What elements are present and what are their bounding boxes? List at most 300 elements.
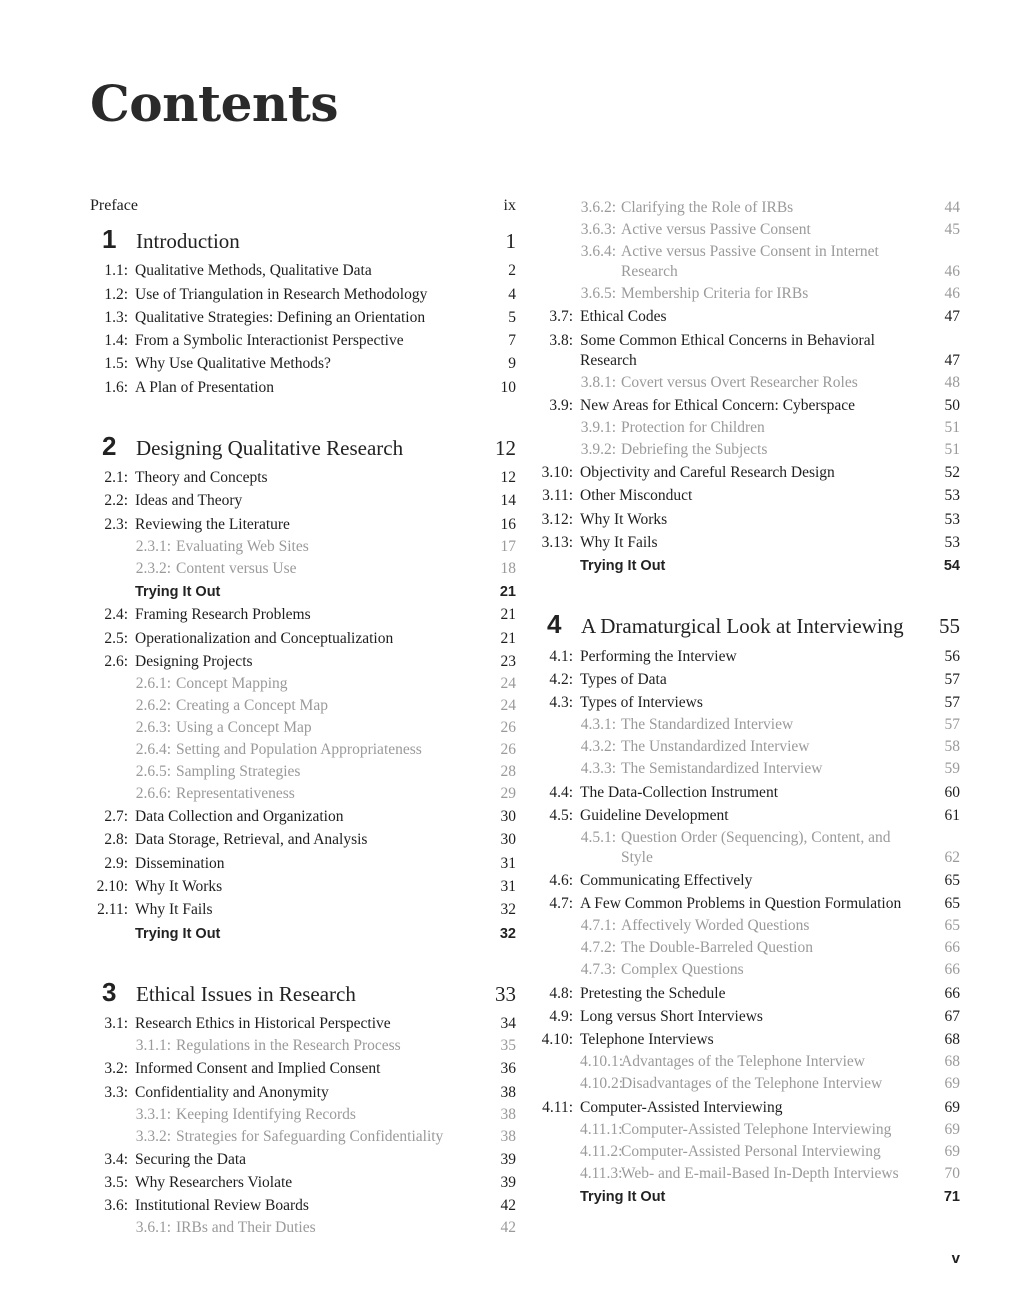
section-entry[interactable]	[535, 396, 960, 416]
section-entry[interactable]	[90, 378, 516, 398]
trying-it-out-entry[interactable]	[90, 924, 516, 944]
section-number: 4.7.3:	[580, 961, 616, 979]
page-number: 53	[944, 534, 960, 552]
page-number: 68	[944, 1053, 960, 1071]
section-entry[interactable]	[535, 331, 960, 371]
entry-title: Communicating Effectively	[580, 872, 753, 890]
page-number: 46	[944, 285, 960, 302]
subsection-entry[interactable]	[535, 1164, 960, 1184]
entry-title: Trying It Out	[580, 1188, 666, 1205]
section-entry[interactable]	[535, 806, 960, 826]
entry-title: Designing Projects	[135, 652, 253, 670]
page-folio: v	[951, 1250, 960, 1267]
page-number: 36	[500, 1060, 516, 1078]
section-entry[interactable]	[90, 877, 516, 897]
entry-title: Institutional Review Boards	[135, 1197, 309, 1215]
page-number: 50	[944, 396, 960, 414]
entry-title: Qualitative Methods, Qualitative Data	[135, 262, 372, 280]
entry-title: Using a Concept Map	[176, 718, 312, 736]
subsection-entry[interactable]	[90, 559, 516, 579]
page-number: 21	[499, 583, 516, 600]
entry-title: Types of Interviews	[580, 694, 703, 712]
entry-title: A Few Common Problems in Question Formulation	[580, 895, 902, 913]
page-number: 58	[944, 738, 960, 756]
entry-title: Framing Research Problems	[135, 606, 311, 624]
section-number: 2.6.6:	[135, 784, 171, 802]
section-entry[interactable]	[535, 510, 960, 530]
entry-title: Complex Questions	[621, 961, 744, 979]
entry-title: Use of Triangulation in Research Methodology	[135, 285, 428, 303]
entry-title: Advantages of the Telephone Interview	[621, 1053, 865, 1071]
page-number: 18	[500, 559, 516, 577]
section-number: 3.3:	[104, 1083, 128, 1101]
page-number: 66	[944, 984, 960, 1002]
page-number: 32	[500, 901, 516, 919]
page-number: 14	[500, 492, 516, 510]
subsection-entry[interactable]	[90, 784, 516, 804]
section-number: 3.6.5:	[580, 285, 616, 302]
entry-title: Debriefing the Subjects	[621, 440, 768, 458]
page-number: 17	[500, 537, 516, 555]
page-number: 31	[500, 854, 516, 872]
entry-title: Disadvantages of the Telephone Interview	[621, 1075, 883, 1093]
section-number: 3.6.2:	[580, 199, 616, 216]
entry-title: Theory and Concepts	[135, 469, 268, 487]
section-entry[interactable]	[535, 1030, 960, 1050]
subsection-entry[interactable]	[535, 373, 960, 393]
subsection-entry[interactable]	[535, 284, 960, 304]
section-number: 4.7.1:	[580, 917, 616, 935]
section-number: 4.10:	[541, 1031, 573, 1049]
page-number: 26	[500, 718, 516, 736]
section-number: 2.6.2:	[135, 696, 171, 714]
page-number: 53	[944, 487, 960, 505]
section-number: 3.1:	[104, 1014, 128, 1032]
section-number: 3.8:	[549, 331, 573, 349]
section-number: 3.6.3:	[580, 221, 616, 238]
section-number: 2.4:	[104, 606, 128, 624]
section-number: 3.9:	[549, 396, 573, 414]
entry-title: The Double-Barreled Question	[621, 939, 813, 957]
section-entry[interactable]	[535, 1007, 960, 1027]
page-number: 26	[500, 740, 516, 758]
chapter-number: 1	[102, 224, 117, 254]
section-number: 4.10.1:	[580, 1053, 624, 1071]
entry-title: Qualitative Strategies: Defining an Orientation	[135, 308, 426, 326]
page-number: 4	[508, 285, 516, 303]
toc-right-column	[535, 196, 960, 1207]
section-entry[interactable]	[90, 652, 516, 672]
page-number: 56	[944, 647, 960, 665]
entry-title: Reviewing the Literature	[135, 515, 290, 533]
section-entry[interactable]	[90, 354, 516, 374]
subsection-entry[interactable]	[535, 418, 960, 438]
entry-title: Web- and E-mail-Based In-Depth Interviews	[621, 1164, 899, 1182]
subsection-entry[interactable]	[90, 740, 516, 760]
page-number: 24	[500, 696, 516, 714]
entry-title: Regulations in the Research Process	[176, 1036, 401, 1054]
section-entry[interactable]	[90, 1083, 516, 1103]
page-number: 47	[944, 351, 960, 369]
section-number: 2.3.2:	[135, 559, 171, 577]
page-number: 48	[944, 373, 960, 391]
page-number: 45	[944, 221, 960, 238]
page-number: 66	[944, 939, 960, 957]
entry-title: Representativeness	[176, 784, 295, 802]
entry-title: Guideline Development	[580, 806, 729, 824]
section-entry[interactable]	[90, 1173, 516, 1193]
section-entry[interactable]	[90, 1196, 516, 1216]
section-number: 4.5:	[549, 806, 573, 824]
section-number: 3.7:	[549, 308, 573, 326]
subsection-entry[interactable]	[90, 696, 516, 716]
entry-title: Protection for Children	[621, 418, 765, 436]
subsection-entry[interactable]	[535, 1052, 960, 1072]
page-number: 42	[500, 1219, 516, 1237]
page-number: 39	[500, 1150, 516, 1168]
section-entry[interactable]	[90, 629, 516, 649]
section-number: 2.6.5:	[135, 762, 171, 780]
section-number: 1.4:	[104, 332, 128, 350]
subsection-entry[interactable]	[535, 1074, 960, 1094]
section-number: 2.5:	[104, 629, 128, 647]
entry-title: Data Storage, Retrieval, and Analysis	[135, 831, 368, 849]
entry-title: Active versus Passive Consent in Internet Research	[621, 243, 879, 280]
entry-title: Sampling Strategies	[176, 762, 301, 780]
entry-title: Strategies for Safeguarding Confidentiality	[176, 1127, 444, 1145]
entry-title: Other Misconduct	[580, 487, 693, 505]
subsection-entry[interactable]	[535, 242, 960, 282]
section-entry[interactable]	[535, 533, 960, 553]
section-number: 2.6:	[104, 652, 128, 670]
entry-title: Computer-Assisted Personal Interviewing	[621, 1142, 881, 1160]
subsection-entry[interactable]	[90, 718, 516, 738]
section-number: 3.5:	[104, 1174, 128, 1192]
section-number: 3.6.4:	[580, 243, 616, 260]
page-number: 65	[944, 872, 960, 890]
page-number: 10	[500, 378, 516, 396]
section-number: 2.10:	[96, 878, 128, 896]
page-number: 32	[499, 925, 516, 942]
page-number: 65	[944, 895, 960, 913]
entry-title: The Data-Collection Instrument	[580, 783, 778, 801]
section-entry[interactable]	[535, 871, 960, 891]
section-number: 3.3.1:	[135, 1105, 171, 1123]
section-number: 3.9.2:	[580, 440, 616, 458]
section-number: 4.8:	[549, 984, 573, 1002]
section-number: 4.6:	[549, 872, 573, 890]
page-title: Contents	[90, 74, 339, 133]
section-number: 4.2:	[549, 670, 573, 688]
section-number: 4.1:	[549, 647, 573, 665]
section-entry[interactable]	[535, 984, 960, 1004]
section-entry[interactable]	[535, 670, 960, 690]
section-entry[interactable]	[90, 807, 516, 827]
page-number: 12	[495, 435, 516, 460]
section-number: 4.11.3:	[580, 1164, 623, 1182]
section-entry[interactable]	[535, 307, 960, 327]
chapter-heading[interactable]	[90, 431, 516, 465]
page-number: 23	[500, 652, 516, 670]
entry-title: Trying It Out	[135, 925, 221, 942]
section-entry[interactable]	[90, 1059, 516, 1079]
section-entry[interactable]	[90, 331, 516, 351]
section-entry[interactable]	[535, 463, 960, 483]
subsection-entry[interactable]	[535, 715, 960, 735]
section-entry[interactable]	[535, 647, 960, 667]
page-number: 69	[944, 1098, 960, 1116]
section-entry[interactable]	[535, 783, 960, 803]
preface-entry[interactable]	[90, 196, 516, 216]
subsection-entry[interactable]	[535, 737, 960, 757]
section-number: 3.4:	[104, 1150, 128, 1168]
page-number: 60	[944, 783, 960, 801]
chapter-number: 4	[547, 609, 562, 640]
section-number: 2.3.1:	[135, 537, 171, 555]
chapter-heading[interactable]	[90, 977, 516, 1011]
toc-left-column	[90, 196, 516, 1238]
page-number: 30	[500, 831, 516, 849]
entry-title: Ideas and Theory	[135, 492, 243, 510]
section-entry[interactable]	[535, 693, 960, 713]
entry-title: Why It Works	[135, 878, 223, 896]
page-number: 29	[500, 784, 516, 802]
section-entry[interactable]	[90, 605, 516, 625]
entry-title: From a Symbolic Interactionist Perspective	[135, 332, 404, 350]
page-number: 57	[944, 670, 960, 688]
entry-title: The Semistandardized Interview	[621, 760, 823, 778]
subsection-entry[interactable]	[90, 762, 516, 782]
trying-it-out-entry[interactable]	[90, 582, 516, 602]
section-entry[interactable]	[90, 515, 516, 535]
entry-title: Objectivity and Careful Research Design	[580, 464, 835, 482]
section-number: 4.3.2:	[580, 738, 616, 756]
entry-title: Why It Fails	[580, 534, 658, 552]
section-entry[interactable]	[535, 894, 960, 914]
page-number: 59	[944, 760, 960, 778]
page-number: 66	[944, 961, 960, 979]
subsection-entry[interactable]	[535, 220, 960, 240]
section-entry[interactable]	[90, 285, 516, 305]
entry-title: Some Common Ethical Concerns in Behavioral Research	[580, 331, 875, 369]
chapter-heading[interactable]	[535, 609, 960, 643]
section-entry[interactable]	[90, 900, 516, 920]
entry-title: Informed Consent and Implied Consent	[135, 1060, 381, 1078]
page-number: 38	[500, 1127, 516, 1145]
section-number: 2.11:	[97, 901, 128, 919]
chapter-number: 2	[102, 430, 117, 461]
page-number: 69	[944, 1120, 960, 1138]
entry-title: Covert versus Overt Researcher Roles	[621, 373, 858, 391]
section-number: 2.6.1:	[135, 674, 171, 692]
page-number: 21	[500, 606, 516, 624]
subsection-entry[interactable]	[90, 1127, 516, 1147]
page-number: 55	[939, 614, 960, 639]
page-number: 44	[944, 199, 960, 216]
subsection-entry[interactable]	[535, 1120, 960, 1140]
page-number: 51	[944, 418, 960, 436]
entry-title: Membership Criteria for IRBs	[621, 285, 809, 302]
subsection-entry[interactable]	[90, 1036, 516, 1056]
section-number: 1.1:	[104, 262, 128, 280]
entry-title: Why Use Qualitative Methods?	[135, 355, 331, 373]
entry-title: Telephone Interviews	[580, 1031, 714, 1049]
subsection-entry[interactable]	[535, 828, 960, 868]
section-number: 4.11.2:	[580, 1142, 623, 1160]
section-number: 2.1:	[104, 469, 128, 487]
page-number: 39	[500, 1174, 516, 1192]
entry-title: Keeping Identifying Records	[176, 1105, 356, 1123]
subsection-entry[interactable]	[535, 440, 960, 460]
page-number: 57	[944, 716, 960, 734]
section-entry[interactable]	[90, 308, 516, 328]
page-number: 67	[944, 1008, 960, 1026]
section-number: 2.2:	[104, 492, 128, 510]
section-number: 3.2:	[104, 1060, 128, 1078]
page-number: 51	[944, 440, 960, 458]
section-number: 3.10:	[541, 464, 573, 482]
section-entry[interactable]	[90, 261, 516, 281]
entry-title: Data Collection and Organization	[135, 808, 344, 826]
entry-title: Setting and Population Appropriateness	[176, 740, 422, 758]
subsection-entry[interactable]	[535, 1142, 960, 1162]
page-number: 9	[508, 355, 516, 373]
page-number: 31	[500, 878, 516, 896]
chapter-title: Designing Qualitative Research	[136, 435, 404, 460]
section-number: 1.6:	[104, 378, 128, 396]
page-number: 28	[500, 762, 516, 780]
subsection-entry[interactable]	[535, 198, 960, 218]
section-number: 4.7.2:	[580, 939, 616, 957]
page-number: 57	[944, 694, 960, 712]
entry-title: New Areas for Ethical Concern: Cyberspace	[580, 396, 856, 414]
page-number: 71	[943, 1188, 960, 1205]
section-number: 3.8.1:	[580, 373, 616, 391]
page-number: 52	[944, 464, 960, 482]
page-number: 2	[508, 262, 516, 280]
chapter-title: Ethical Issues in Research	[136, 981, 356, 1006]
page-number: 54	[943, 558, 960, 575]
page-number: 62	[944, 848, 960, 866]
section-number: 2.8:	[104, 831, 128, 849]
section-entry[interactable]	[535, 486, 960, 506]
section-entry[interactable]	[90, 491, 516, 511]
section-number: 1.3:	[104, 308, 128, 326]
entry-title: Performing the Interview	[580, 647, 737, 665]
section-number: 3.11:	[542, 487, 573, 505]
page-number: 69	[944, 1142, 960, 1160]
entry-title: The Unstandardized Interview	[621, 738, 810, 756]
page-number: 38	[500, 1105, 516, 1123]
page-number: ix	[503, 197, 516, 214]
page-number: 7	[508, 332, 516, 350]
section-number: 1.5:	[104, 355, 128, 373]
section-number: 3.6.1:	[135, 1219, 171, 1237]
section-number: 2.6.3:	[135, 718, 171, 736]
section-entry[interactable]	[90, 1150, 516, 1170]
section-number: 2.7:	[104, 808, 128, 826]
section-number: 3.6:	[104, 1197, 128, 1215]
subsection-entry[interactable]	[90, 674, 516, 694]
page-number: 61	[944, 806, 960, 824]
section-number: 4.9:	[549, 1008, 573, 1026]
section-entry[interactable]	[90, 1014, 516, 1034]
section-number: 4.7:	[549, 895, 573, 913]
page-number: 24	[500, 674, 516, 692]
subsection-entry[interactable]	[535, 960, 960, 980]
section-number: 2.9:	[104, 854, 128, 872]
page-number: 12	[500, 469, 516, 487]
page-number: 30	[500, 808, 516, 826]
entry-title: Trying It Out	[580, 558, 666, 575]
chapter-heading[interactable]	[90, 224, 516, 258]
entry-title: Trying It Out	[135, 583, 221, 600]
entry-title: Why Researchers Violate	[135, 1174, 293, 1192]
subsection-entry[interactable]	[90, 1105, 516, 1125]
section-number: 4.3:	[549, 694, 573, 712]
page-number: 1	[505, 229, 516, 253]
page-number: 35	[500, 1036, 516, 1054]
section-number: 4.3.1:	[580, 716, 616, 734]
section-number: 4.11.1:	[580, 1120, 623, 1138]
section-entry[interactable]	[90, 468, 516, 488]
subsection-entry[interactable]	[535, 916, 960, 936]
page-number: 16	[500, 515, 516, 533]
trying-it-out-entry[interactable]	[535, 556, 960, 576]
page-number: 42	[500, 1197, 516, 1215]
entry-title: Dissemination	[135, 854, 225, 872]
entry-title: Why It Works	[580, 510, 668, 528]
section-number: 4.10.2:	[580, 1075, 624, 1093]
page-number: 46	[944, 263, 960, 280]
page-number: 5	[508, 308, 516, 326]
trying-it-out-entry[interactable]	[535, 1187, 960, 1207]
entry-title: A Plan of Presentation	[135, 378, 275, 396]
entry-title: Securing the Data	[135, 1150, 247, 1168]
section-entry[interactable]	[535, 1098, 960, 1118]
page-number: 70	[944, 1164, 960, 1182]
subsection-entry[interactable]	[90, 1218, 516, 1238]
section-number: 3.9.1:	[580, 418, 616, 436]
section-number: 2.6.4:	[135, 740, 171, 758]
entry-title: Types of Data	[580, 670, 667, 688]
page-number: 68	[944, 1031, 960, 1049]
entry-title: IRBs and Their Duties	[176, 1219, 316, 1237]
section-number: 2.3:	[104, 515, 128, 533]
entry-title: Evaluating Web Sites	[176, 537, 309, 555]
section-number: 1.2:	[104, 285, 128, 303]
section-number: 3.12:	[541, 510, 573, 528]
section-number: 3.1.1:	[135, 1036, 171, 1054]
entry-title: Ethical Codes	[580, 308, 667, 326]
section-number: 4.5.1:	[580, 828, 616, 846]
subsection-entry[interactable]	[90, 537, 516, 557]
subsection-entry[interactable]	[535, 759, 960, 779]
entry-title: Long versus Short Interviews	[580, 1008, 763, 1026]
section-number: 4.11:	[542, 1098, 573, 1116]
entry-title: Active versus Passive Consent	[621, 221, 811, 238]
subsection-entry[interactable]	[535, 938, 960, 958]
entry-title: Concept Mapping	[176, 674, 288, 692]
section-entry[interactable]	[90, 854, 516, 874]
section-entry[interactable]	[90, 830, 516, 850]
entry-title: Preface	[90, 197, 138, 214]
page-number: 69	[944, 1075, 960, 1093]
entry-title: Computer-Assisted Telephone Interviewing	[621, 1120, 892, 1138]
entry-title: Question Order (Sequencing), Content, and Style	[621, 828, 891, 866]
entry-title: Research Ethics in Historical Perspective	[135, 1014, 391, 1032]
chapter-title: Introduction	[136, 229, 240, 253]
